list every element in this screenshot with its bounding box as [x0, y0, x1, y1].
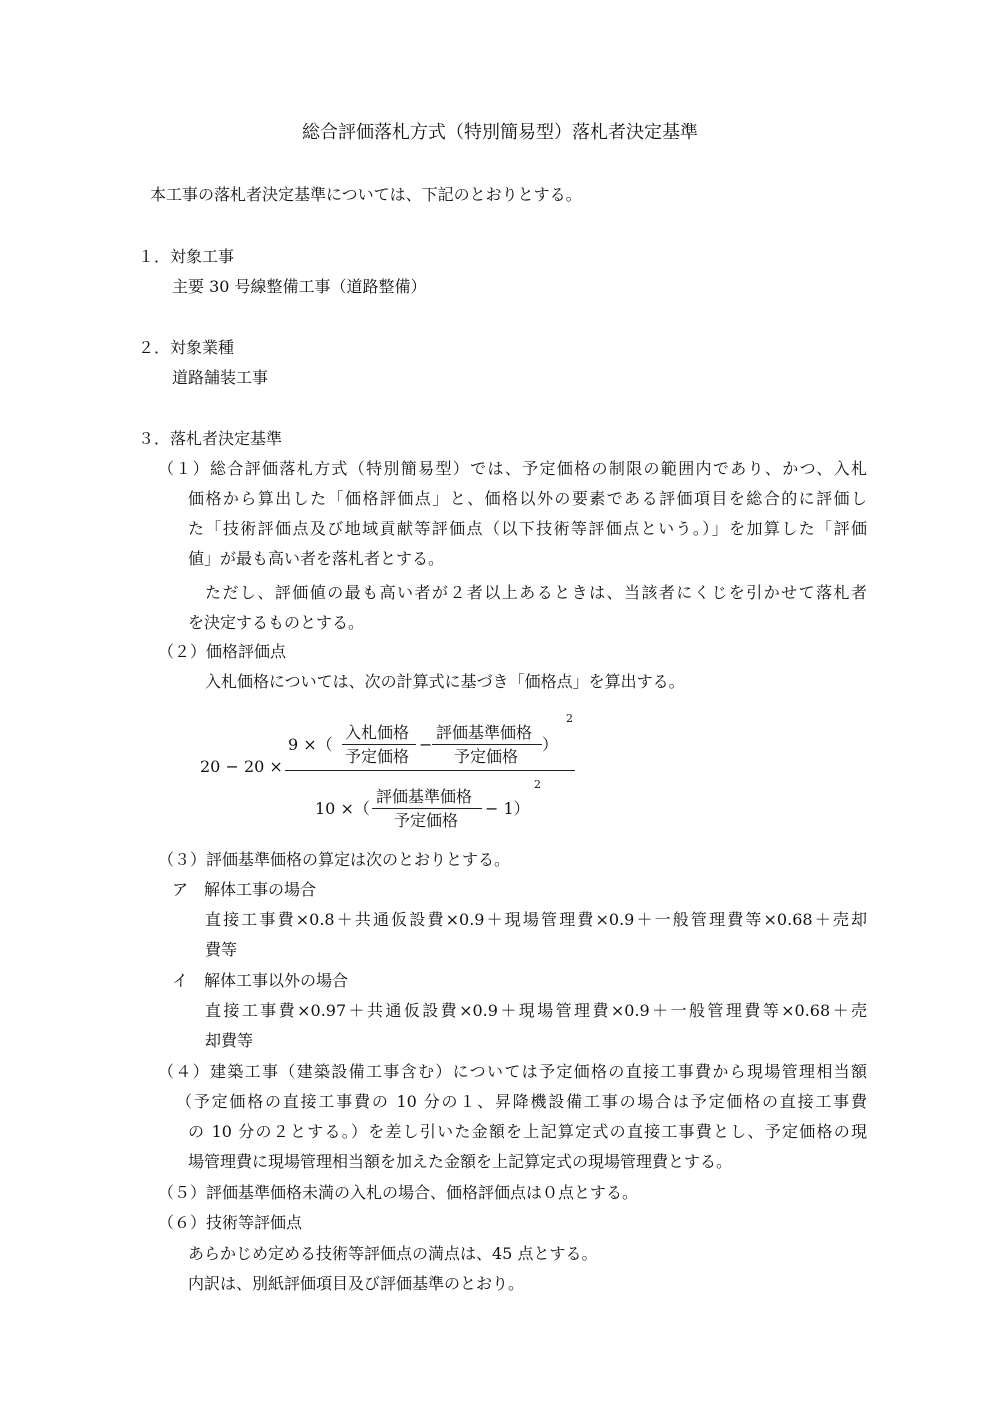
formula-lead: 20 − 20 × [200, 757, 283, 776]
item3-a-heading: ア 解体工事の場合 [172, 880, 317, 899]
item1-line: 値」が最も高い者を落札者とする。 [188, 549, 445, 568]
section2-body: 道路舗装工事 [172, 368, 269, 387]
item6-heading: （６）技術等評価点 [158, 1213, 303, 1232]
item3-a-line: 費等 [205, 940, 238, 959]
item1-note [205, 578, 867, 608]
intro-text: 本工事の落札者決定基準については、下記のとおりとする。 [150, 185, 582, 204]
formula-frac2-bar [432, 744, 542, 745]
item2-heading: （２）価格評価点 [158, 642, 287, 661]
price-score-formula [200, 702, 590, 832]
item4-paragraph-cont [176, 1087, 867, 1117]
item5-text: （５）評価基準価格未満の入札の場合、価格評価点は０点とする。 [158, 1183, 639, 1202]
formula-minus: − [419, 735, 433, 754]
item3-b-body [205, 996, 867, 1026]
item1-paragraph [158, 454, 867, 484]
item3-a-body [205, 905, 867, 935]
item6-line1: あらかじめ定める技術等評価点の満点は、45 点とする。 [188, 1244, 598, 1263]
item3-heading: （３）評価基準価格の算定は次のとおりとする。 [158, 850, 511, 869]
item4-paragraph-cont2 [188, 1117, 867, 1147]
formula-frac1-num: 入札価格 [345, 723, 410, 742]
section1-heading: １．対象工事 [138, 247, 235, 266]
formula-main-bar [285, 770, 575, 771]
section3-heading: ３．落札者決定基準 [138, 429, 283, 448]
formula-den-coef: 10 ×（ [315, 799, 370, 818]
item1-paragraph-cont [188, 484, 867, 544]
item6-line2: 内訳は、別紙評価項目及び評価基準のとおり。 [188, 1274, 525, 1293]
formula-frac3-den: 予定価格 [394, 811, 459, 830]
section2-heading: ２．対象業種 [138, 338, 235, 357]
formula-den-exp: 2 [534, 778, 541, 791]
item1-note-line: ただし、評価値の最も高い者が２者以上あるときは、当該者にくじを引かせて落札者 [205, 583, 867, 602]
document-title: 総合評価落札方式（特別簡易型）落札者決定基準 [302, 122, 698, 143]
formula-frac1-bar [342, 744, 416, 745]
formula-frac3-bar [372, 808, 482, 809]
formula-den-tail: − 1） [485, 799, 530, 818]
item4-line: （４）建築工事（建築設備工事含む）については予定価格の直接工事費から現場管理相当額 [158, 1062, 867, 1081]
formula-frac2-den: 予定価格 [454, 747, 519, 766]
item1-line: （１）総合評価落札方式（特別簡易型）では、予定価格の制限の範囲内であり、かつ、入札 [158, 459, 867, 478]
formula-num-exp: 2 [566, 712, 573, 725]
item4-line: の 10 分の２とする。）を差し引いた金額を上記算定式の直接工事費とし、予定価格の現 [188, 1122, 867, 1141]
item4-line: （予定価格の直接工事費の 10 分の１、昇降機設備工事の場合は予定価格の直接工事費 [176, 1092, 867, 1111]
item3-b-line: 却費等 [205, 1031, 254, 1050]
item2-body: 入札価格については、次の計算式に基づき「価格点」を算出する。 [205, 672, 685, 691]
formula-frac3-num: 評価基準価格 [376, 787, 473, 806]
formula-frac1-den: 予定価格 [345, 747, 410, 766]
item3-b-heading: イ 解体工事以外の場合 [172, 971, 349, 990]
item4-paragraph [158, 1057, 867, 1087]
formula-num-close: ） [542, 735, 559, 754]
formula-frac2-num: 評価基準価格 [436, 723, 533, 742]
item3-b-line: 直接工事費×0.97＋共通仮設費×0.9＋現場管理費×0.9＋一般管理費等×0.68＋売 [205, 1001, 867, 1020]
item4-line: 場管理費に現場管理相当額を加えた金額を上記算定式の現場管理費とする。 [188, 1152, 733, 1171]
item1-line: た「技術評価点及び地域貢献等評価点（以下技術等評価点という。）」を加算した「評価 [188, 519, 867, 538]
item3-a-line: 直接工事費×0.8＋共通仮設費×0.9＋現場管理費×0.9＋一般管理費等×0.68＋売却 [205, 910, 867, 929]
formula-num-coef: 9 ×（ [288, 735, 333, 754]
section1-body: 主要 30 号線整備工事（道路整備） [172, 277, 427, 296]
item1-note-line: を決定するものとする。 [188, 613, 365, 632]
item1-line: 価格から算出した「価格評価点」と、価格以外の要素である評価項目を総合的に評価し [188, 489, 867, 508]
